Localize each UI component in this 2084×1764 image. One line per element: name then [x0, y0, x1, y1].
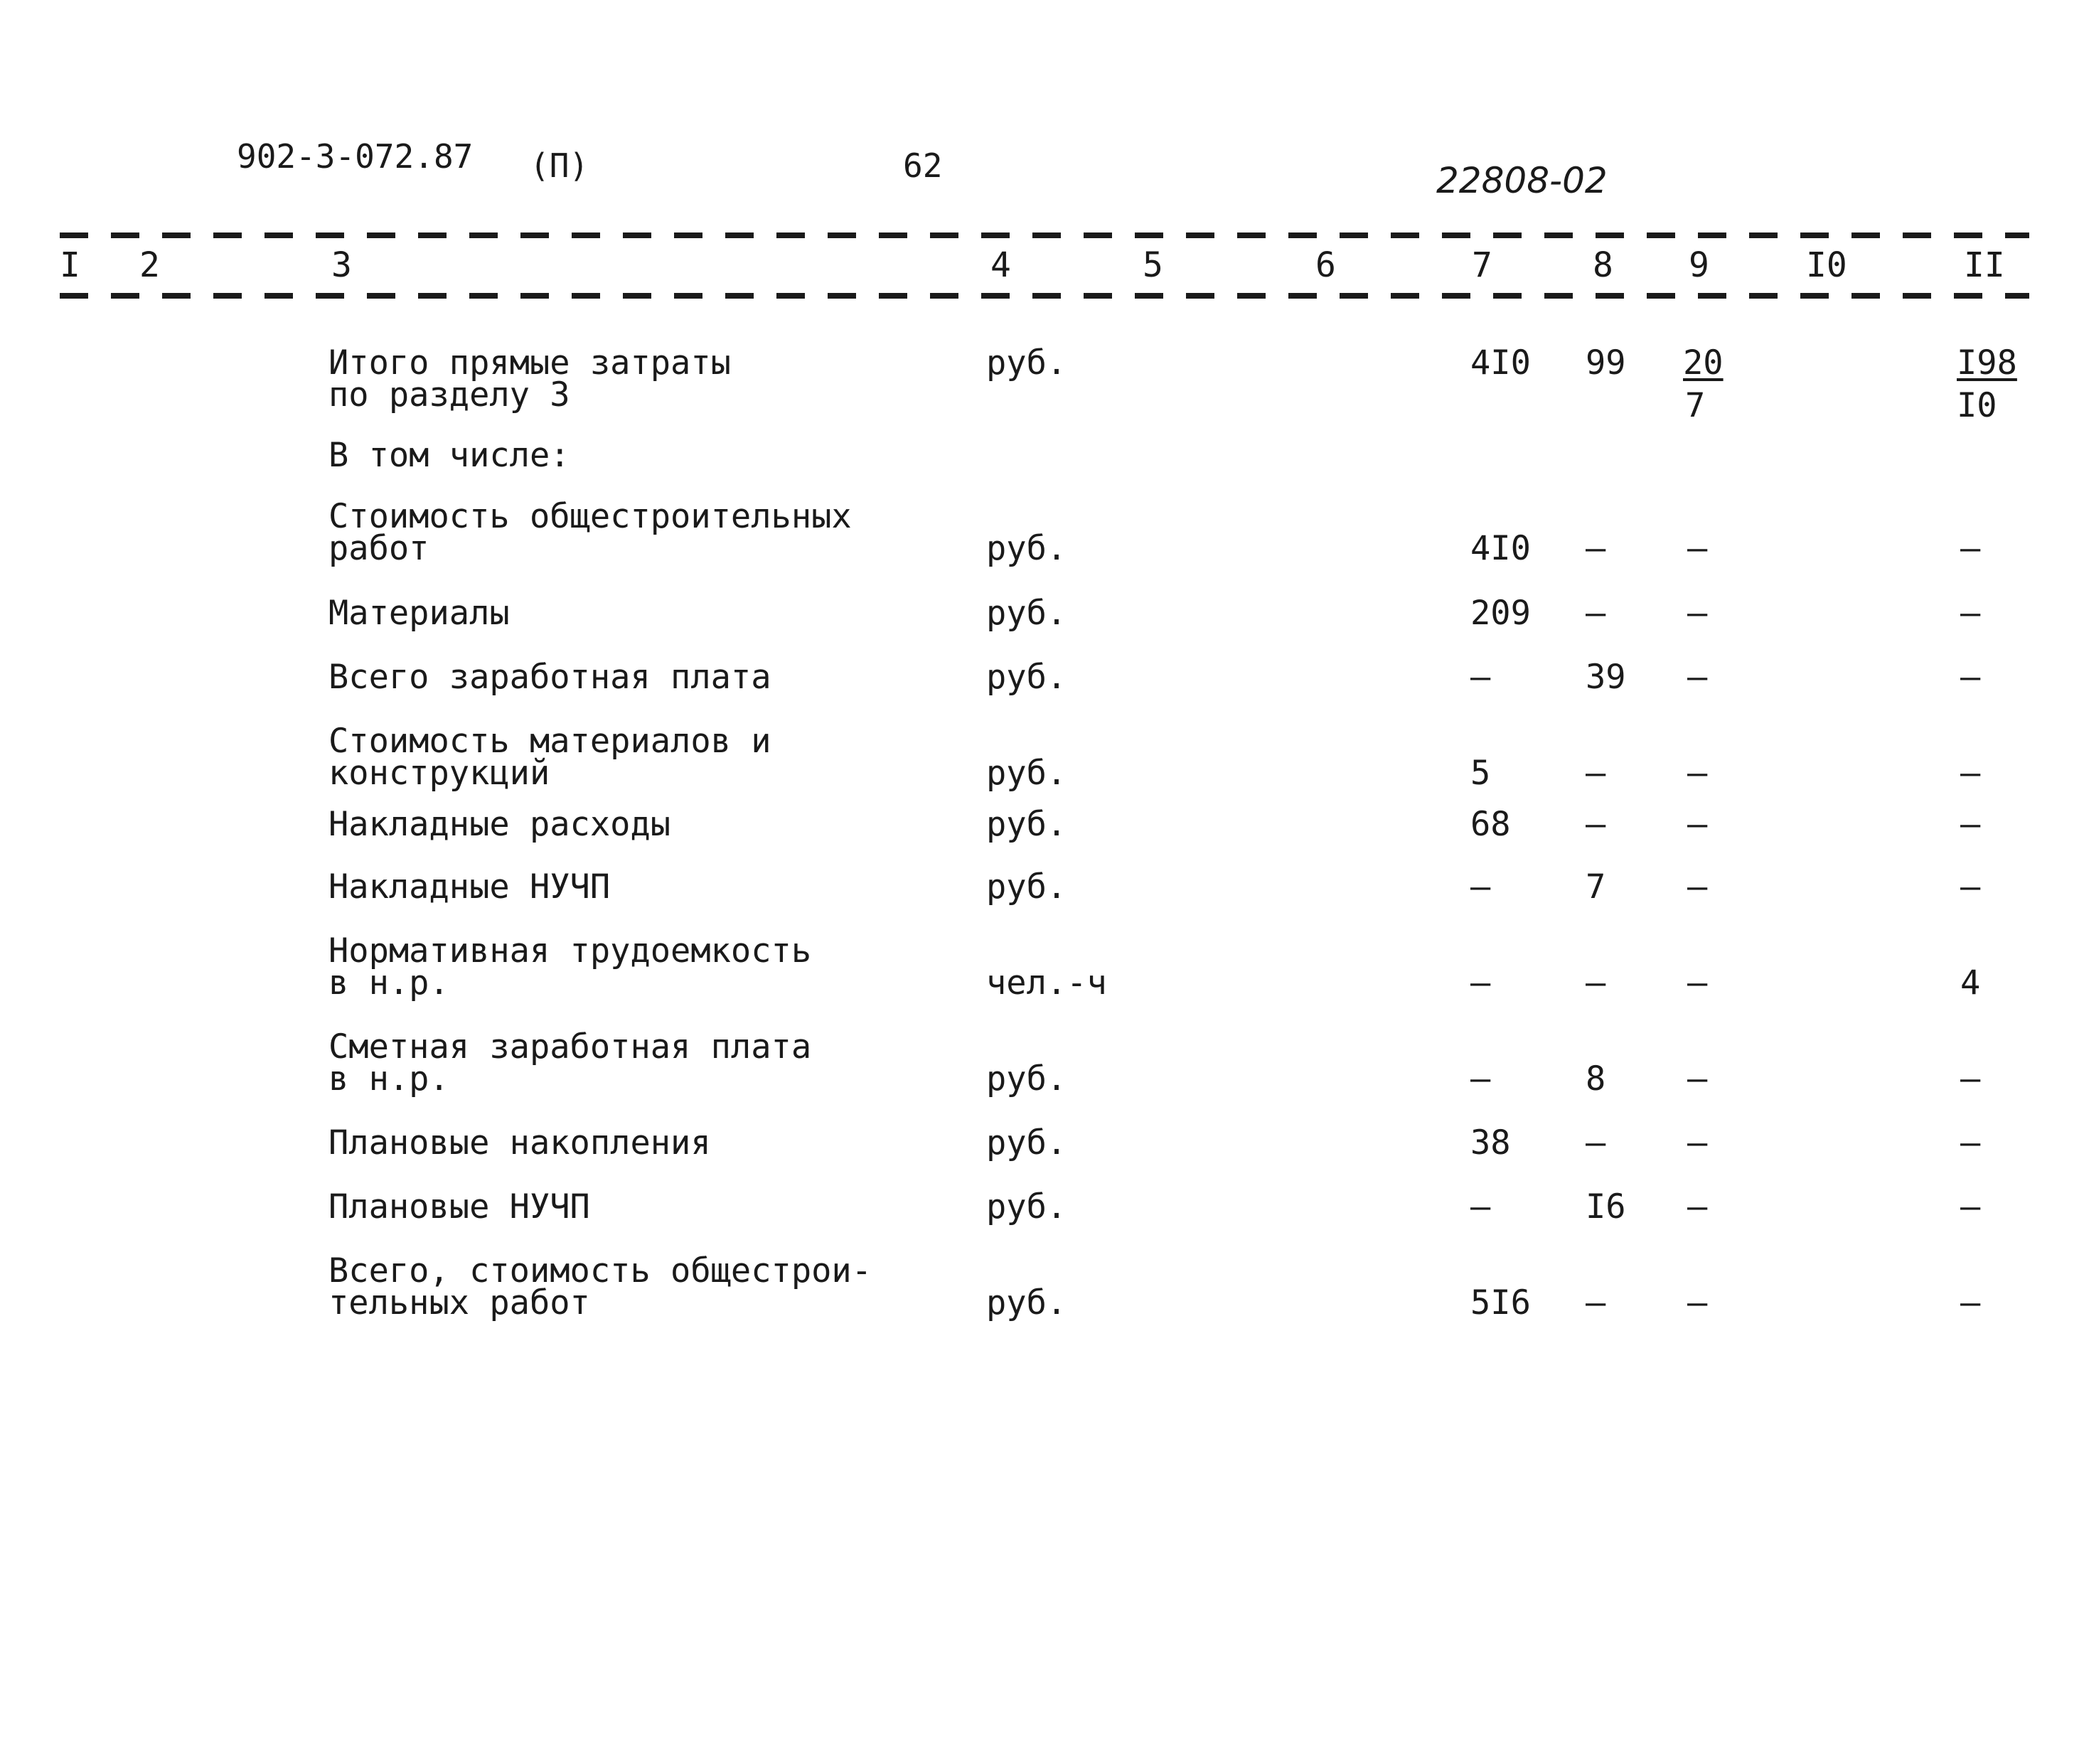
row-col9: –: [1687, 1187, 1708, 1226]
column-number: 4: [990, 245, 1011, 285]
row-col11: –: [1960, 658, 1981, 697]
total-row-col11-numerator: I98: [1957, 343, 2017, 383]
row-label-line1: Плановые НУЧП: [328, 1187, 590, 1226]
document-id: 902-3-072.87: [237, 137, 474, 176]
total-row-col7: 4I0: [1470, 343, 1531, 383]
row-label-line1: Стоимость общестроительных: [328, 497, 852, 536]
row-col11: –: [1960, 529, 1981, 568]
row-unit: руб.: [986, 867, 1067, 907]
row-col7: 4I0: [1470, 529, 1531, 568]
row-col11: –: [1960, 805, 1981, 844]
total-row-col9-numerator: 20: [1683, 343, 1724, 383]
document-mark: (П): [530, 146, 589, 185]
row-col11: 4: [1960, 963, 1981, 1003]
row-col11: –: [1960, 867, 1981, 907]
row-col7: 68: [1470, 805, 1511, 844]
column-number: 2: [139, 245, 160, 285]
total-row-col11-denominator: I0: [1957, 386, 1997, 425]
row-unit: руб.: [986, 1283, 1067, 1322]
column-number: II: [1964, 245, 2005, 285]
row-col9: –: [1687, 658, 1708, 697]
column-number: 3: [331, 245, 352, 285]
row-label-line1: Накладные НУЧП: [328, 867, 611, 907]
document-code: 22808-02: [1436, 160, 1608, 201]
row-label-line1: Всего заработная плата: [328, 658, 771, 697]
row-col9: –: [1687, 529, 1708, 568]
total-row-label-line2: по разделу 3: [328, 375, 570, 415]
row-label-line2: тельных работ: [328, 1283, 590, 1322]
row-col7: 38: [1470, 1123, 1511, 1162]
row-label-line1: Сметная заработная плата: [328, 1027, 812, 1067]
row-col9: –: [1687, 963, 1708, 1003]
row-col7: 5: [1470, 754, 1491, 793]
row-col7: –: [1470, 963, 1491, 1003]
column-number: 9: [1689, 245, 1709, 285]
row-unit: чел.-ч: [986, 963, 1107, 1003]
row-label-line2: работ: [328, 529, 429, 568]
header-top-rule: [60, 232, 2029, 238]
row-unit: руб.: [986, 805, 1067, 844]
row-col7: –: [1470, 867, 1491, 907]
row-col7: –: [1470, 658, 1491, 697]
row-unit: руб.: [986, 529, 1067, 568]
row-col7: –: [1470, 1059, 1491, 1099]
row-col9: –: [1687, 1059, 1708, 1099]
column-number: 7: [1472, 245, 1492, 285]
row-label-line2: в н.р.: [328, 1059, 449, 1099]
total-row-unit: руб.: [986, 343, 1067, 383]
row-col9: –: [1687, 805, 1708, 844]
row-col8: –: [1586, 1123, 1606, 1162]
row-col8: –: [1586, 754, 1606, 793]
row-col8: –: [1586, 805, 1606, 844]
row-unit: руб.: [986, 594, 1067, 633]
row-label-line2: в н.р.: [328, 963, 449, 1003]
row-col11: –: [1960, 1123, 1981, 1162]
total-row-col8: 99: [1586, 343, 1626, 383]
row-label-line1: Материалы: [328, 594, 510, 633]
row-col7: 5I6: [1470, 1283, 1531, 1322]
row-col11: –: [1960, 1059, 1981, 1099]
row-col7: –: [1470, 1187, 1491, 1226]
row-col8: 39: [1586, 658, 1626, 697]
row-col7: 209: [1470, 594, 1531, 633]
row-col9: –: [1687, 594, 1708, 633]
total-row-label-line1: Итого прямые затраты: [328, 343, 731, 383]
row-col8: –: [1586, 963, 1606, 1003]
row-col11: –: [1960, 1283, 1981, 1322]
row-col8: 7: [1586, 867, 1606, 907]
header-bottom-rule: [60, 293, 2029, 299]
row-col11: –: [1960, 754, 1981, 793]
row-label-line1: Плановые накопления: [328, 1123, 711, 1162]
row-col9: –: [1687, 1283, 1708, 1322]
row-col8: –: [1586, 529, 1606, 568]
column-number: 5: [1143, 245, 1163, 285]
row-col9: –: [1687, 867, 1708, 907]
column-number: 8: [1593, 245, 1613, 285]
row-label-line2: конструкций: [328, 754, 550, 793]
row-col8: –: [1586, 594, 1606, 633]
column-number: I0: [1806, 245, 1847, 285]
row-col11: –: [1960, 1187, 1981, 1226]
row-label-line1: Накладные расходы: [328, 805, 671, 844]
row-col8: –: [1586, 1283, 1606, 1322]
row-label-line1: Стоимость материалов и: [328, 722, 771, 761]
row-col9: –: [1687, 754, 1708, 793]
row-unit: руб.: [986, 1187, 1067, 1226]
row-col11: –: [1960, 594, 1981, 633]
row-col8: I6: [1586, 1187, 1626, 1226]
row-label-line1: Всего, стоимость общестрои-: [328, 1251, 872, 1290]
column-number: I: [60, 245, 80, 285]
row-label-line1: Нормативная трудоемкость: [328, 931, 812, 971]
column-number: 6: [1315, 245, 1336, 285]
page-number: 62: [903, 146, 943, 185]
row-col8: 8: [1586, 1059, 1606, 1099]
row-unit: руб.: [986, 754, 1067, 793]
row-unit: руб.: [986, 658, 1067, 697]
row-col9: –: [1687, 1123, 1708, 1162]
total-row-col9-denominator: 7: [1685, 386, 1706, 425]
subheading: В том числе:: [328, 436, 570, 475]
row-unit: руб.: [986, 1059, 1067, 1099]
row-unit: руб.: [986, 1123, 1067, 1162]
